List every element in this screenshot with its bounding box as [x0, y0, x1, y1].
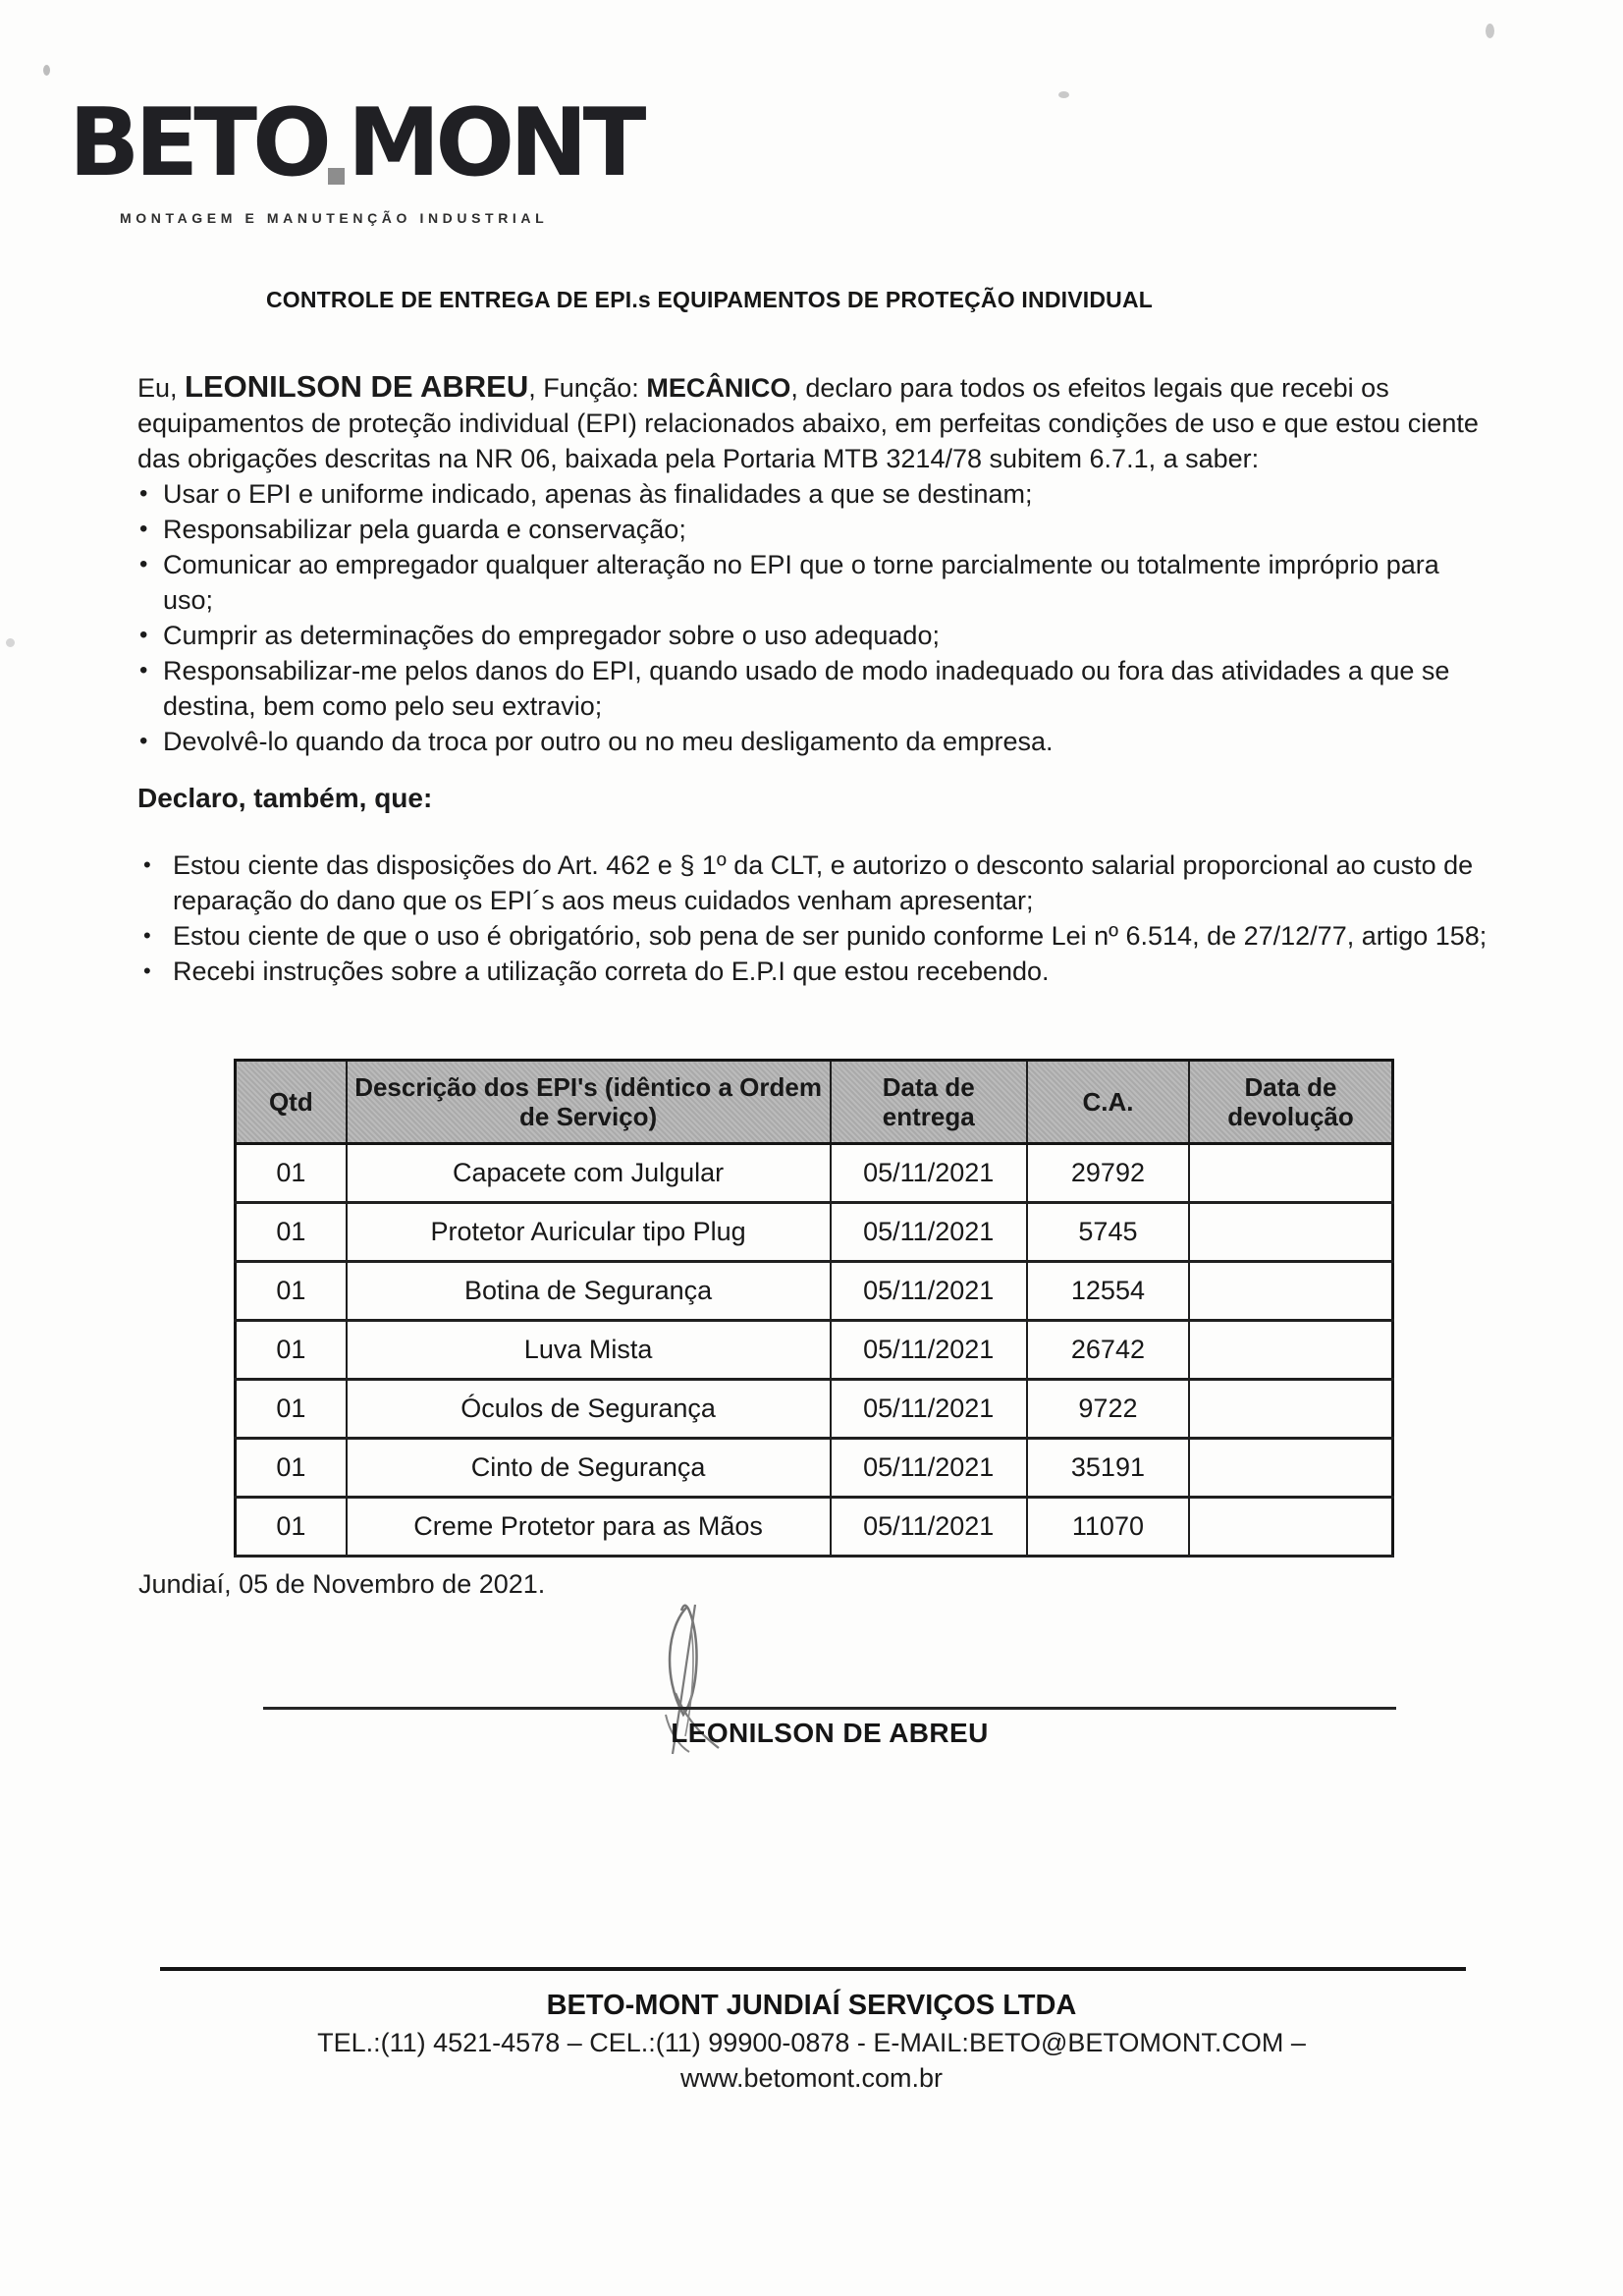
also-declare-list	[137, 847, 1496, 989]
logo-text-secondary: MONT	[347, 89, 642, 197]
obligation-item: • Responsabilizar pela guarda e conservação;	[137, 512, 1496, 547]
footer-website: www.betomont.com.br	[679, 2063, 944, 2093]
cell-qtd: 01	[236, 1321, 347, 1380]
cell-ca: 29792	[1027, 1144, 1189, 1203]
cell-data-entrega: 05/11/2021	[831, 1498, 1027, 1557]
cell-qtd: 01	[236, 1498, 347, 1557]
declaration-intro	[137, 369, 1496, 476]
cell-ca: 35191	[1027, 1439, 1189, 1498]
cell-qtd: 01	[236, 1203, 347, 1262]
cell-data-devolucao	[1189, 1498, 1393, 1557]
obligations-list	[137, 476, 1496, 759]
footer-contact-info: TEL.:(11) 4521-4578 – CEL.:(11) 99900-0878 - E-MAIL:BETO@BETOMONT.COM –	[317, 2028, 1306, 2057]
cell-ca: 9722	[1027, 1380, 1189, 1439]
cell-ca: 26742	[1027, 1321, 1189, 1380]
employee-name: LEONILSON DE ABREU	[185, 369, 529, 404]
cell-descricao: Botina de Segurança	[347, 1262, 831, 1321]
table-row	[236, 1203, 1393, 1262]
epi-table-header	[236, 1061, 1393, 1144]
cell-data-devolucao	[1189, 1321, 1393, 1380]
epi-table	[234, 1059, 1394, 1558]
cell-data-devolucao	[1189, 1262, 1393, 1321]
role-label: , Função:	[528, 373, 647, 403]
also-declare-item: • Estou ciente de que o uso é obrigatório, sob pena de ser punido conforme Lei nº 6.514, de 27/12/77, artigo 158;	[137, 918, 1496, 954]
cell-data-entrega: 05/11/2021	[831, 1203, 1027, 1262]
document-title: CONTROLE DE ENTREGA DE EPI.s EQUIPAMENTOS DE PROTEÇÃO INDIVIDUAL	[265, 287, 1154, 312]
company-tagline: MONTAGEM E MANUTENÇÃO INDUSTRIAL	[120, 210, 549, 226]
signature-block	[263, 1707, 1396, 1749]
intro-prefix: Eu,	[137, 373, 178, 403]
table-row	[236, 1498, 1393, 1557]
logo-text-primary: BETO	[69, 89, 327, 197]
col-header-qtd: Qtd	[236, 1061, 347, 1144]
cell-descricao: Cinto de Segurança	[347, 1439, 831, 1498]
city-date-line: Jundiaí, 05 de Novembro de 2021.	[138, 1569, 546, 1599]
cell-data-devolucao	[1189, 1144, 1393, 1203]
cell-qtd: 01	[236, 1144, 347, 1203]
col-header-data-devolucao: Data de devolução	[1189, 1061, 1393, 1144]
employee-role: MECÂNICO	[646, 373, 791, 403]
cell-qtd: 01	[236, 1262, 347, 1321]
declaration-body	[137, 369, 1496, 989]
cell-data-entrega: 05/11/2021	[831, 1144, 1027, 1203]
signature-name: LEONILSON DE ABREU	[671, 1718, 989, 1748]
col-header-data-entrega: Data de entrega	[831, 1061, 1027, 1144]
cell-qtd: 01	[236, 1439, 347, 1498]
also-declare-item: • Estou ciente das disposições do Art. 462 e § 1º da CLT, e autorizo o desconto salarial proporcional ao custo de reparação do dano que os EPI´s aos meus cuidados venham apresentar;	[137, 847, 1496, 918]
obligation-item: • Devolvê-lo quando da troca por outro ou no meu desligamento da empresa.	[137, 724, 1496, 759]
intro-suffix: , declaro para todos os efeitos legais que recebi os equipamentos de proteção individual (EPI) relacionados abaixo, em perfeitas condições de uso e que estou ciente das obrigações descritas na NR 06, baixada pela Portaria MTB 3214/78 subitem 6.7.1, a saber:	[137, 373, 1479, 473]
obligation-item: • Responsabilizar-me pelos danos do EPI, quando usado de modo inadequado ou fora das atividades a que se destina, bem como pelo seu extravio;	[137, 653, 1496, 724]
footer	[0, 1986, 1623, 2096]
cell-descricao: Óculos de Segurança	[347, 1380, 831, 1439]
footer-company-name: BETO-MONT JUNDIAÍ SERVIÇOS LTDA	[546, 1990, 1077, 2021]
scan-artifact	[6, 638, 15, 647]
table-row	[236, 1262, 1393, 1321]
footer-divider	[160, 1967, 1466, 1971]
cell-data-devolucao	[1189, 1439, 1393, 1498]
also-declare-heading: Declaro, também, que:	[137, 783, 433, 813]
obligation-item: • Cumprir as determinações do empregador sobre o uso adequado;	[137, 618, 1496, 653]
col-header-ca: C.A.	[1027, 1061, 1189, 1144]
scan-artifact	[1058, 91, 1069, 98]
obligation-item: • Usar o EPI e uniforme indicado, apenas às finalidades a que se destinam;	[137, 476, 1496, 512]
also-declare-item: • Recebi instruções sobre a utilização correta do E.P.I que estou recebendo.	[137, 954, 1496, 989]
cell-ca: 12554	[1027, 1262, 1189, 1321]
cell-data-devolucao	[1189, 1203, 1393, 1262]
company-logo	[69, 89, 642, 197]
cell-ca: 5745	[1027, 1203, 1189, 1262]
cell-descricao: Luva Mista	[347, 1321, 831, 1380]
obligation-item: • Comunicar ao empregador qualquer alteração no EPI que o torne parcialmente ou totalmente impróprio para uso;	[137, 547, 1496, 618]
cell-data-devolucao	[1189, 1380, 1393, 1439]
scan-artifact	[43, 65, 50, 76]
cell-descricao: Creme Protetor para as Mãos	[347, 1498, 831, 1557]
table-row	[236, 1380, 1393, 1439]
scan-artifact	[1486, 24, 1494, 38]
cell-descricao: Protetor Auricular tipo Plug	[347, 1203, 831, 1262]
logo-dot-icon	[328, 168, 345, 185]
signature-line	[263, 1707, 1396, 1710]
col-header-descricao: Descrição dos EPI's (idêntico a Ordem de Serviço)	[347, 1061, 831, 1144]
table-row	[236, 1144, 1393, 1203]
cell-data-entrega: 05/11/2021	[831, 1262, 1027, 1321]
cell-ca: 11070	[1027, 1498, 1189, 1557]
cell-data-entrega: 05/11/2021	[831, 1321, 1027, 1380]
cell-qtd: 01	[236, 1380, 347, 1439]
cell-descricao: Capacete com Julgular	[347, 1144, 831, 1203]
table-row	[236, 1439, 1393, 1498]
cell-data-entrega: 05/11/2021	[831, 1380, 1027, 1439]
table-row	[236, 1321, 1393, 1380]
cell-data-entrega: 05/11/2021	[831, 1439, 1027, 1498]
